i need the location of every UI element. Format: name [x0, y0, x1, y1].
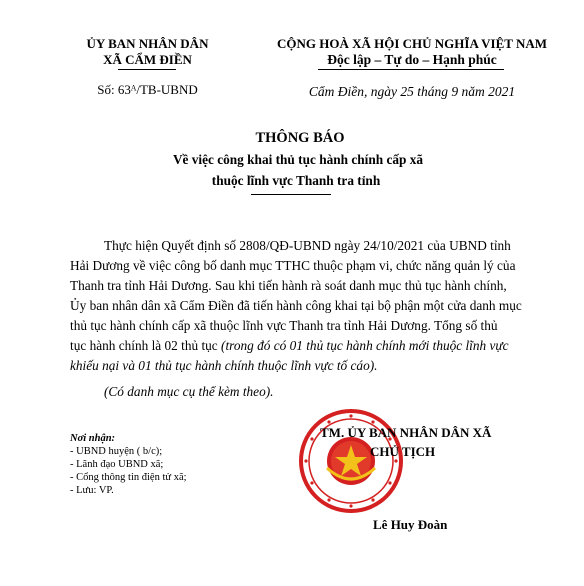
body-line-4: Ủy ban nhân dân xã Cẩm Điền đã tiến hành công khai tại bộ phận một cửa danh mục	[70, 298, 522, 313]
document-subtitle-2: thuộc lĩnh vực Thanh tra tỉnh	[211, 173, 381, 188]
issuer-name: ỦY BAN NHÂN DÂN	[86, 36, 209, 51]
signature-position: CHỦ TỊCH	[370, 444, 436, 459]
body-line-5: thủ tục hành chính cấp xã thuộc lĩnh vực Thanh tra tỉnh Hải Dương. Tổng số thủ	[70, 318, 498, 333]
national-motto: Độc lập – Tự do – Hạnh phúc	[327, 52, 497, 67]
recipient-item: - Cổng thông tin điện tử xã;	[70, 472, 187, 483]
signatory-name: Lê Huy Đoàn	[373, 517, 448, 532]
national-title: CỘNG HOÀ XÃ HỘI CHỦ NGHĨA VIỆT NAM	[276, 36, 548, 51]
recipient-item: - Lãnh đạo UBND xã;	[70, 459, 164, 470]
body-line-1: Thực hiện Quyết định số 2808/QĐ-UBND ngày 24/10/2021 của UBND tỉnh	[104, 238, 511, 253]
document-title: THÔNG BÁO	[255, 130, 345, 146]
body-line-7: khiếu nại và 01 thủ tục hành chính thuộc lĩnh vực tố cáo).	[70, 358, 378, 373]
title-underline	[251, 194, 331, 195]
motto-underline	[318, 69, 504, 70]
document-subtitle-1: Về việc công khai thủ tục hành chính cấp xã	[172, 152, 424, 167]
official-seal	[298, 408, 404, 514]
recipient-item: - Lưu: VP.	[70, 485, 114, 496]
signature-org: TM. ỦY BAN NHÂN DÂN XÃ	[320, 425, 492, 440]
body-line-6-normal: tục hành chính là 02 thủ tục	[70, 338, 222, 353]
issuer-underline	[118, 69, 176, 70]
issuer-commune: XÃ CẨM ĐIỀN	[103, 52, 192, 67]
recipient-item: - UBND huyện ( b/c);	[70, 446, 163, 457]
attachment-note: (Có danh mục cụ thể kèm theo).	[104, 384, 274, 399]
body-line-2: Hải Dương về việc công bố danh mục TTHC thuộc phạm vi, chức năng quản lý của	[70, 258, 516, 273]
document-date: Cẩm Điền, ngày 25 tháng 9 năm 2021	[308, 84, 516, 99]
body-line-6-italic: (trong đó có 01 thủ tục hành chính mới thuộc lĩnh vực	[221, 338, 509, 353]
body-line-6	[70, 339, 509, 352]
body-line-3: Thanh tra tỉnh Hải Dương. Sau khi tiến hành rà soát danh mục thủ tục hành chính,	[70, 278, 507, 293]
document-number: Số: 63ᴬ/TB-UBND	[97, 82, 198, 97]
recipients-heading: Nơi nhận:	[70, 433, 116, 444]
